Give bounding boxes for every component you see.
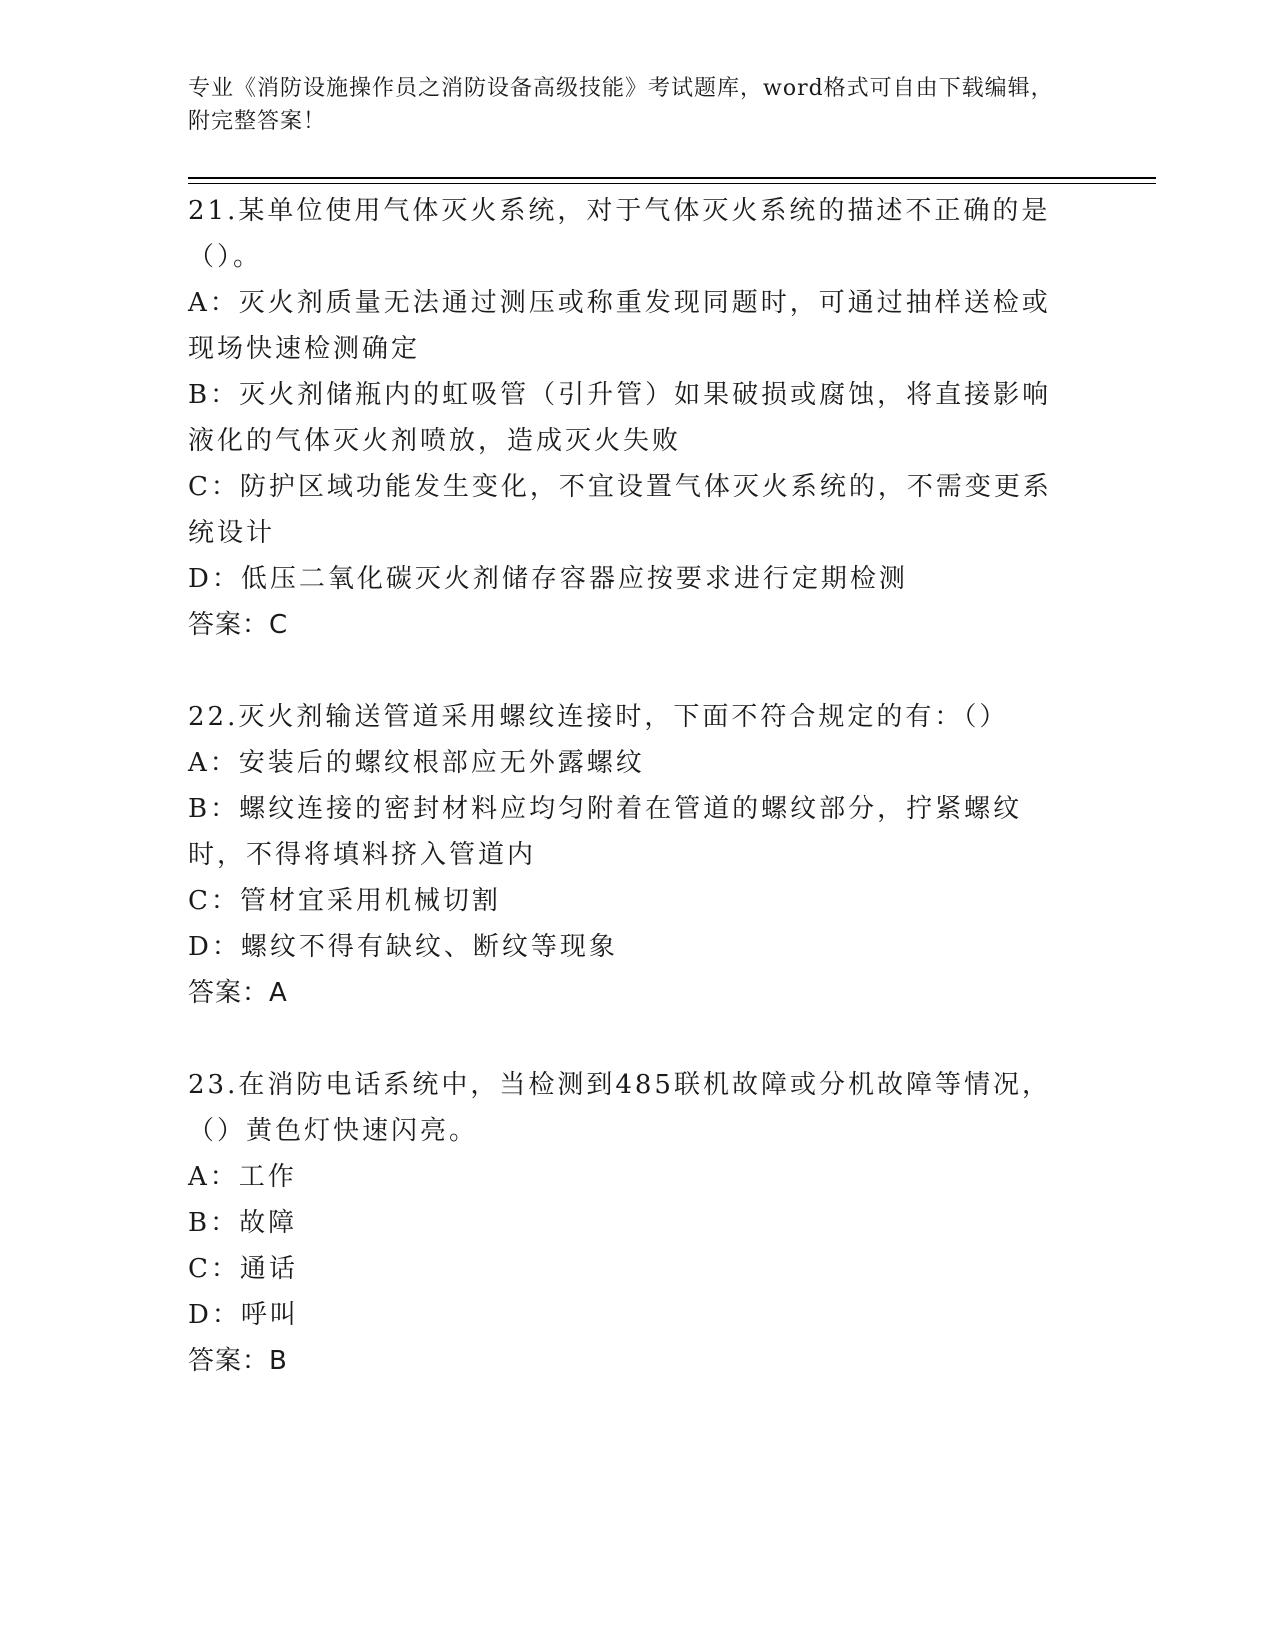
answer-line: 答案：B xyxy=(188,1346,288,1376)
question-21 xyxy=(188,188,1088,648)
option-d: D：螺纹不得有缺纹、断纹等现象 xyxy=(188,932,618,962)
question-22 xyxy=(188,694,1088,1016)
option-a: A：安装后的螺纹根部应无外露螺纹 xyxy=(188,748,645,778)
question-list xyxy=(188,188,1088,1430)
option-a: A：工作 xyxy=(188,1162,297,1192)
answer-line: 答案：C xyxy=(188,610,289,640)
header-divider-thin xyxy=(188,183,1156,184)
document-header: 专业《消防设施操作员之消防设备高级技能》考试题库，word格式可自由下载编辑，附完整答案！ xyxy=(188,76,1054,134)
option-c: C：管材宜采用机械切割 xyxy=(188,886,501,916)
option-c: C：防护区域功能发生变化，不宜设置气体灭火系统的，不需变更系统设计 xyxy=(188,472,1052,548)
option-c: C：通话 xyxy=(188,1254,298,1284)
option-d: D：呼叫 xyxy=(188,1300,299,1330)
option-b: B：螺纹连接的密封材料应均匀附着在管道的螺纹部分，拧紧螺纹时，不得将填料挤入管道内 xyxy=(188,794,1023,870)
option-a: A：灭火剂质量无法通过测压或称重发现同题时，可通过抽样送检或现场快速检测确定 xyxy=(188,288,1051,364)
option-b: B：故障 xyxy=(188,1208,298,1238)
question-23 xyxy=(188,1062,1088,1384)
question-stem: 23.在消防电话系统中，当检测到485联机故障或分机故障等情况，（）黄色灯快速闪亮。 xyxy=(188,1070,1051,1146)
question-stem: 22.灭火剂输送管道采用螺纹连接时，下面不符合规定的有：（） xyxy=(188,702,1009,732)
option-b: B：灭火剂储瓶内的虹吸管（引升管）如果破损或腐蚀，将直接影响液化的气体灭火剂喷放，造成灭火失败 xyxy=(188,380,1052,456)
option-d: D：低压二氧化碳灭火剂储存容器应按要求进行定期检测 xyxy=(188,564,908,594)
header-divider-thick xyxy=(188,177,1156,179)
answer-line: 答案：A xyxy=(188,978,288,1008)
question-stem: 21.某单位使用气体灭火系统，对于气体灭火系统的描述不正确的是（）。 xyxy=(188,196,1051,272)
